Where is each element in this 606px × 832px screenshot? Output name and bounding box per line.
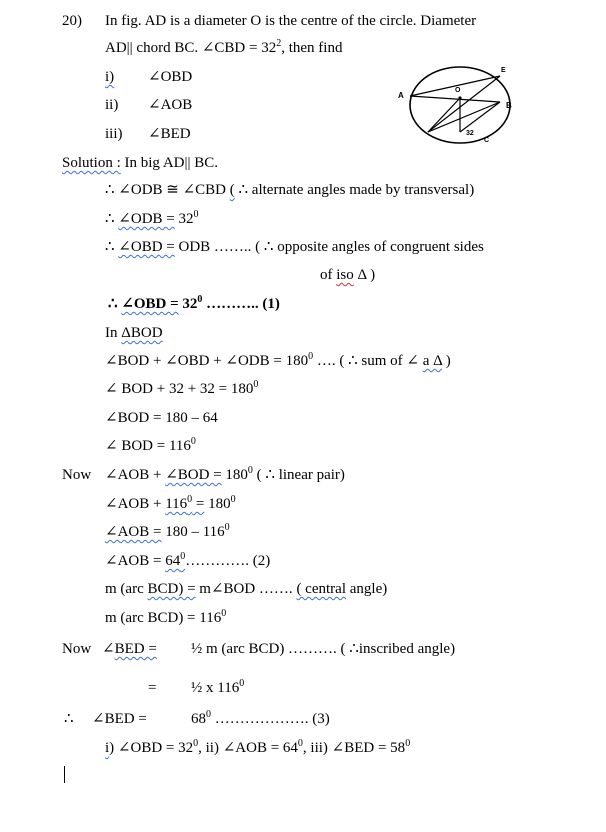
solution-line-7: ∠ BOD + $32 + 32 = 180^0$ (105, 379, 259, 397)
solution-line-17: ½ x $116^0$ (191, 678, 245, 696)
solution-line-1: ∴ ∠ODB ≅ ∠CBD ( ∴ alternate angles made by transversal) (105, 182, 475, 198)
now-label-2: Now (62, 641, 92, 657)
solution-line-18-rhs: $68^0$ ………………. (3) (191, 709, 330, 727)
part-3-text: ∠BED (148, 126, 191, 142)
now-label-1: Now (62, 467, 92, 483)
centre-point (458, 96, 461, 99)
solution-line-14: m (arc BCD) = m∠BOD ……. ( central angle) (105, 581, 388, 597)
chord-cb (460, 102, 500, 132)
chord-db (428, 102, 500, 132)
solution-line-12: ∠AOB = $180 - 116^0$ (105, 522, 230, 540)
solution-line-11: ∠AOB + $116^0 = 180^0$ (105, 494, 236, 512)
diameter-ad (410, 96, 500, 102)
solution-line-16-rhs: ½ m (arc BCD) ………. ( ∴inscribed angle) (191, 641, 456, 657)
label-o: O (455, 87, 461, 94)
label-a: A (398, 91, 404, 100)
solution-line-3-cont: of iso Δ ) (320, 267, 376, 283)
solution-line-2: ∴ ∠ODB = $32^0$ (105, 209, 199, 227)
solution-line-3: ∴ ∠OBD = ODB …….. ( ∴ opposite angles of congruent sides (105, 239, 484, 255)
label-e: E (501, 67, 506, 74)
circle-figure (398, 58, 516, 150)
solution-line-8: ∠BOD = 180 – 64 (105, 410, 218, 426)
part-2-number: ii) (105, 97, 119, 113)
result-1: ∴ ∠OBD = $32^0$ ……….. (1) (108, 294, 280, 312)
solution-line-18-lhs: ∠BED = (92, 711, 147, 727)
therefore-symbol: ∴ (64, 711, 74, 727)
solution-line-15: m (arc $BCD) = 116^0$ (105, 608, 227, 626)
part-1-text: ∠OBD (148, 69, 193, 85)
solution-line-17-eq: = (148, 680, 157, 696)
solution-line-13: ∠AOB = $64^0\dots\dots\dots\dots$. (2) (105, 551, 271, 569)
question-line-2: AD|| chord BC. ∠CBD = $32^2$, then find (105, 38, 343, 56)
final-answer: i) ∠OBD = $32^0$, ii) ∠AOB = $64^0$, iii) ∠BED = $58^0$ (105, 738, 411, 756)
solution-line-16-lhs: ∠BED = (102, 641, 157, 657)
question-number: 20) (62, 13, 82, 29)
part-3-number: iii) (105, 126, 123, 142)
solution-line-10: ∠AOB + ∠BOD = $180^0$ ( ∴ linear pair) (105, 465, 345, 483)
radius-od (428, 98, 460, 132)
question-line-1: In fig. AD is a diameter O is the centre of the circle. Diameter (105, 13, 477, 29)
text-cursor[interactable] (64, 766, 65, 783)
solution-line-5: In ΔBOD (105, 325, 163, 341)
label-c: C (484, 137, 490, 144)
solution-heading: Solution : In big AD|| BC. (62, 155, 219, 171)
solution-line-9: ∠ BOD = $116^0$ (105, 436, 196, 454)
solution-line-6: ∠BOD + ∠OBD + ∠ODB = $180^0$ …. ( ∴ sum of ∠ a Δ ) (105, 351, 451, 369)
part-1-number: i) (105, 69, 115, 85)
angle-label: 32 (466, 130, 474, 137)
label-b: B (506, 101, 512, 110)
part-2-text: ∠AOB (148, 97, 193, 113)
